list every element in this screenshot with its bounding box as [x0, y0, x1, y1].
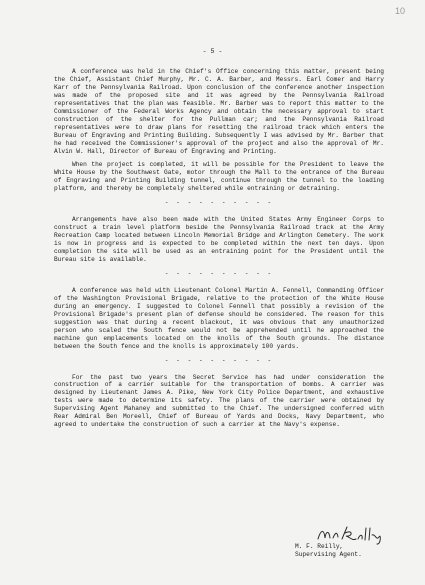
section-separator: - - - - - - - - - - — [164, 199, 274, 207]
paragraph-colonel-fennell: A conference was held with Lieutenant Colonel Martin A. Fennell, Commanding Officer of the Washington Provisional Brigade, relative to the protection of the White House during an emergency. I suggested to Colonel Fennell that possibly a revision of the Provisional Brigade's present plan of defense should be considered. The reason for this suggestion was that during a recent blackout, it was obvious that any unauthorized person who scaled the South fence would not be apprehended until he approached the machine gun emplacements located on the knolls of the South grounds. The distance between the South fence and the knolls is approximately 100 yards. — [54, 286, 384, 350]
paragraph-conference-chief-office: A conference was held in the Chief's Office concerning this matter, present being the Chief, Assistant Chief Murphy, Mr. C. A. Barber, and Messrs. Earl Comer and Harry Karr of the Pennsylvania Railroad. Upon conclusion of the conference another inspection was made of the proposed site and it was agreed by the Pennsylvania Railroad representatives that the plan was feasible. Mr. Barber was to report this matter to the Commissioner of the Federal Works Agency and obtain the necessary approval to start construction of the shelter for the Pullman car; and the Pennsylvania Railroad representatives were to draw plans for resetting the railroad track which enters the Bureau of Engraving and Printing Building. Subsequently I was advised by Mr. Barber that he had received the Commissioner's approval of the project and also the approval of Mr. Alvin W. Hall, Director of Bureau of Engraving and Printing. — [54, 68, 384, 155]
signature-name: M. F. Reilly, — [295, 543, 344, 550]
paragraph-project-completion: When the project is completed, it will be possible for the President to leave the White House by the Southwest Gate, motor through the Mall to the entrance of the Bureau of Engraving and Printing Building tunnel, continue through the tunnel to the loading platform, and thereby be completely sheltered while entraining or detraining. — [54, 161, 384, 193]
page-number: - 5 - — [202, 48, 223, 55]
signature-title: Supervising Agent. — [295, 551, 362, 558]
corner-page-number: 10 — [394, 6, 405, 16]
document-body — [54, 68, 384, 435]
section-separator: - - - - - - - - - - — [164, 269, 274, 277]
paragraph-bomb-carrier: For the past two years the Secret Service has had under consideration the construction of a carrier suitable for the transportation of bombs. A carrier was designed by Lieutenant James A. Pike, New York City Police Department, and exhaustive tests were made to determine its safety. The plans of the carrier were obtained by Supervising Agent Mahaney and submitted to the Chief. The undersigned conferred with Rear Admiral Ben Moreell, Chief of Bureau of Yards and Docks, Navy Department, who agreed to undertake the construction of such a carrier at the Navy's expense. — [54, 373, 384, 429]
section-separator: - - - - - - - - - - — [164, 356, 274, 364]
handwritten-signature — [315, 523, 395, 545]
signature-block — [295, 543, 405, 559]
paragraph-army-engineer-platform: Arrangements have also been made with the United States Army Engineer Corps to construct a train level platform beside the Pennsylvania Railroad track at the Army Recreation Camp located between Lincoln Memorial Bridge and Arlington Cemetery. The work is now in progress and is expected to be completed within the next ten days. Upon completion the site will be used as an entraining point for the President until the Bureau site is available. — [54, 216, 384, 264]
